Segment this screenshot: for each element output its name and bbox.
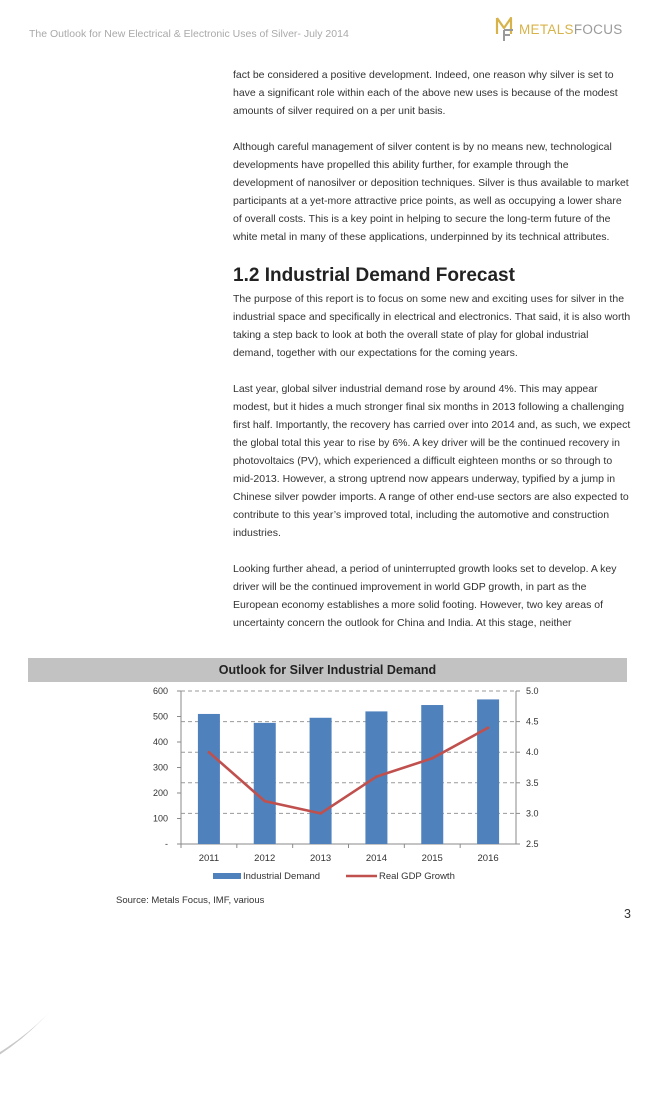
chart-title: Outlook for Silver Industrial Demand — [28, 658, 627, 682]
running-title: The Outlook for New Electrical & Electronic Uses of Silver- July 2014 — [29, 28, 349, 40]
metals-focus-logo — [495, 16, 623, 42]
chart-left-tick-label: 300 — [152, 762, 168, 773]
chart-x-tick-label: 2011 — [198, 853, 220, 864]
metals-focus-logo-icon — [495, 16, 517, 42]
chart-right-tick-label: 3.5 — [526, 777, 539, 788]
paragraph-4: Last year, global silver industrial demand rose by around 4%. This may appear modest, but it hides a much stronger final six months in 2013 following a challenging first half. Importantly, the recovery has carried over into 2014 and, as such, we expect the global total this year to rise by 6%. A key driver will be the continued recovery in photovoltaics (PV), which experienced a difficult eighteen months or so through to mid-2013. However, a strong uptrend now appears underway, typified by a jump in Chinese silver powder imports. A range of other end-use sectors are also expected to contribute to this year’s improved total, including the automotive and construction industries. — [233, 383, 631, 539]
chart-line-point — [263, 800, 266, 803]
chart-x-tick-label: 2014 — [365, 853, 387, 864]
logo-focus-text: FOCUS — [573, 21, 623, 37]
legend-swatch-industrial-demand — [213, 873, 241, 879]
chart-bar — [310, 718, 332, 844]
paragraph-2: Although careful management of silver content is by no means new, technological developments have propelled this ability further, for example through the development of nanosilver or deposition techniques. Silver is thus available to market participants at a yet-more attractive price points, as well as occupying a lower share of overall costs. This is a key point in helping to secure the long-term future of the white metal in many of these applications, underpinned by its technical attributes. — [233, 141, 629, 243]
chart-bar — [254, 723, 276, 844]
chart-line-series — [209, 728, 488, 814]
chart-source: Source: Metals Focus, IMF, various — [116, 895, 265, 906]
chart-line-point — [319, 812, 322, 815]
chart-x-tick-label: 2015 — [421, 853, 443, 864]
chart-right-tick-label: 4.0 — [526, 747, 539, 758]
paragraph-5: Looking further ahead, a period of uninterrupted growth looks set to develop. A key driver will be the continued improvement in world GDP growth, in part as the European economy establishes a more solid footing. However, two key areas of uncertainty concern the outlook for China and India. At this stage, neither — [233, 563, 617, 629]
body-content — [233, 66, 631, 650]
chart-left-tick-label: 500 — [152, 711, 168, 722]
chart-line-point — [431, 757, 434, 760]
chart-x-tick-label: 2016 — [477, 853, 499, 864]
chart-left-tick-label: 600 — [152, 686, 168, 696]
chart-line-point — [375, 775, 378, 778]
chart-x-tick-label: 2013 — [310, 853, 332, 864]
chart-right-tick-label: 4.5 — [526, 716, 539, 727]
chart-right-tick-label: 2.5 — [526, 839, 539, 849]
chart-left-tick-label: 400 — [152, 737, 168, 747]
page-number: 3 — [624, 907, 631, 921]
legend-label-real-gdp-growth: Real GDP Growth — [379, 871, 455, 882]
chart-bar — [198, 714, 220, 844]
paragraph-1: fact be considered a positive development. Indeed, one reason why silver is set to have a significant role within each of the above new uses is because of the modest amounts of silver required on a per unit basis. — [233, 69, 618, 117]
chart-right-tick-label: 5.0 — [526, 686, 539, 696]
logo-metals-text: METALS — [519, 21, 574, 37]
legend-label-industrial-demand: Industrial Demand — [243, 871, 321, 882]
chart-left-tick-label: 100 — [152, 813, 168, 824]
chart-x-tick-label: 2012 — [254, 853, 276, 864]
chart-line-point — [208, 751, 211, 754]
chart-bar — [477, 699, 499, 844]
chart-right-tick-label: 3.0 — [526, 808, 539, 819]
chart-left-tick-label: 200 — [152, 788, 168, 798]
chart-bar — [421, 705, 443, 844]
chart-panel — [28, 658, 627, 888]
section-heading: 1.2 Industrial Demand Forecast — [233, 265, 515, 286]
chart-line-point — [487, 726, 490, 729]
chart-left-tick-label: - — [165, 839, 168, 849]
chart — [28, 682, 627, 888]
paragraph-3: The purpose of this report is to focus on some new and exciting uses for silver in the industrial space and specifically in electrical and electronics. That said, it is also worth taking a step back to look at both the overall state of play for global industrial demand, together with our expectations for the coming years. — [233, 293, 631, 359]
